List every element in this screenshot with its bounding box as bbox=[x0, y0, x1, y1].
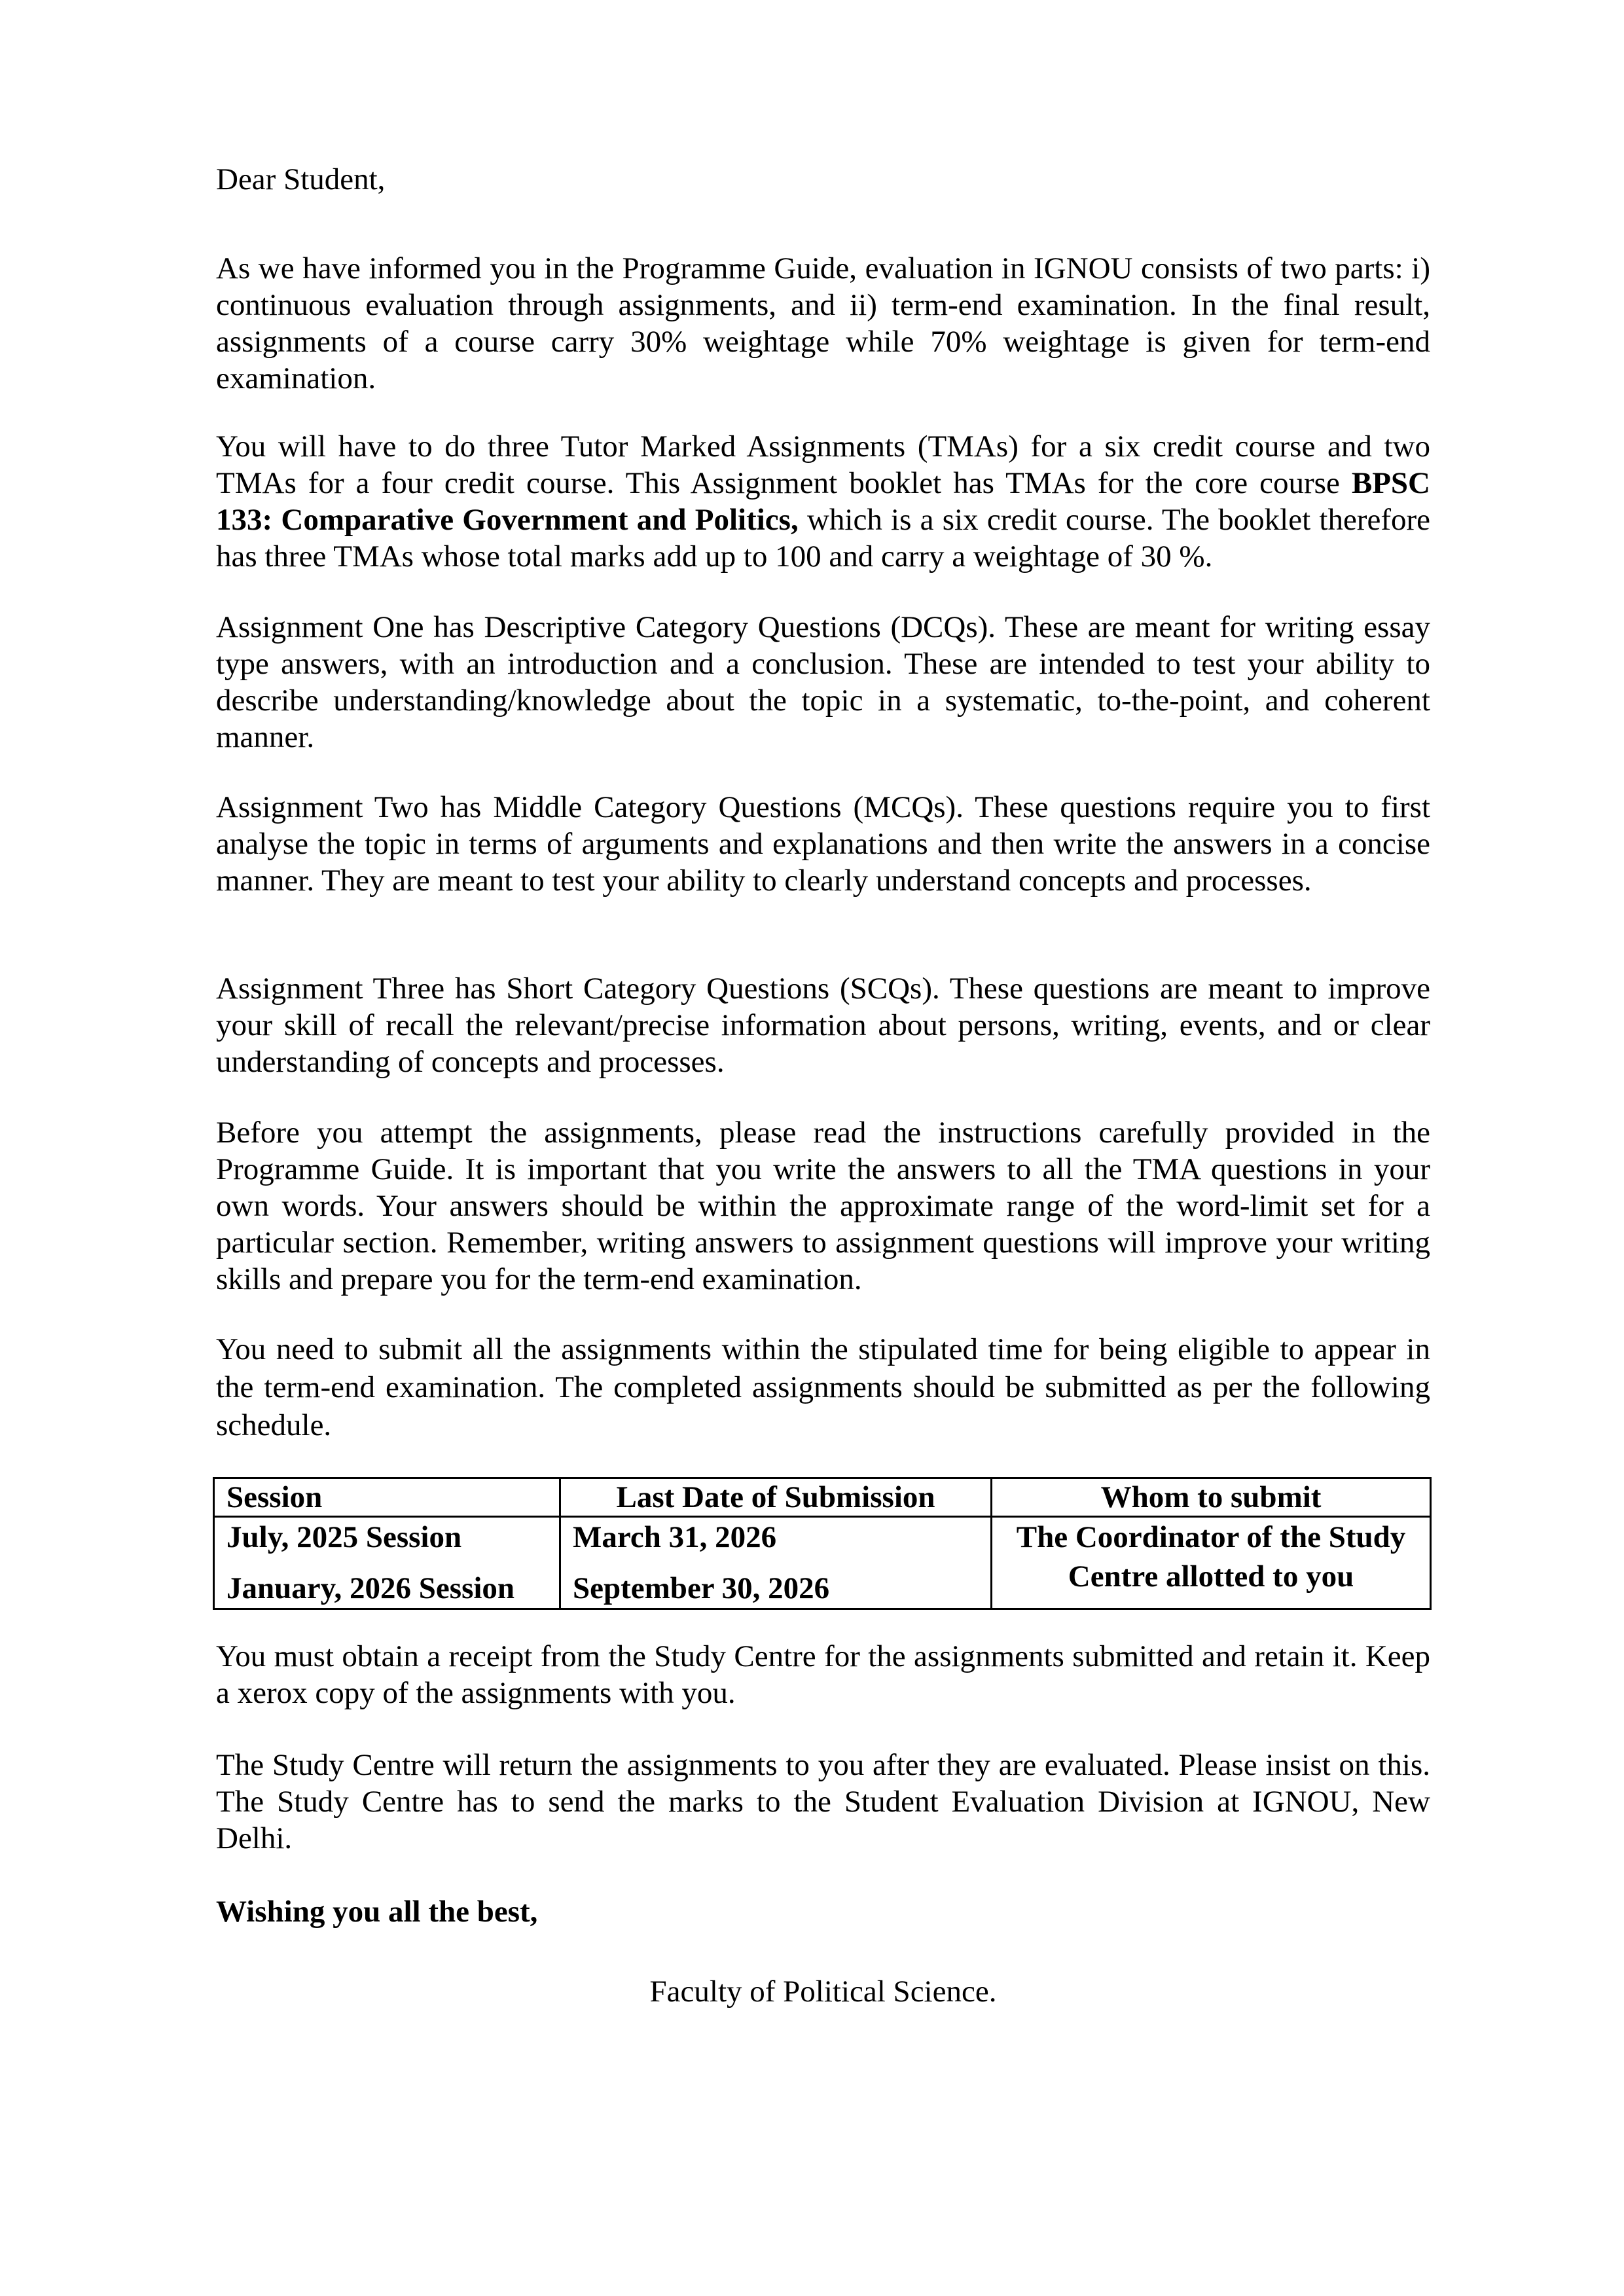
paragraph-tmas bbox=[216, 428, 1430, 575]
submission-schedule-table bbox=[213, 1477, 1432, 1610]
date-september-2026: September 30, 2026 bbox=[573, 1571, 830, 1605]
paragraph-study-centre: The Study Centre will return the assignments to you after they are evaluated. Please insist on this. The Study Centre has to send the marks to the Student Evaluation Division at IGNOU, New Delhi. bbox=[216, 1748, 1430, 1855]
session-cell bbox=[214, 1517, 560, 1609]
paragraph-submission: You need to submit all the assignments within the stipulated time for being eligible to appear in the term-end examination. The completed assignments should be submitted as per the following schedule. bbox=[216, 1332, 1430, 1442]
header-session: Session bbox=[214, 1478, 560, 1517]
closing-line: Wishing you all the best, bbox=[216, 1895, 538, 1929]
paragraph-assignment-one: Assignment One has Descriptive Category Questions (DCQs). These are meant for writing essay type answers, with an introduction and a conclusion. These are intended to test your ability to describe understanding/knowledge about the topic in a systematic, to-the-point, and coherent manner. bbox=[216, 610, 1430, 754]
paragraph-receipt: You must obtain a receipt from the Study Centre for the assignments submitted and retain it. Keep a xerox copy of the assignments with you. bbox=[216, 1639, 1430, 1710]
table-row bbox=[214, 1517, 1431, 1609]
paragraph-instructions: Before you attempt the assignments, please read the instructions carefully provided in the Programme Guide. It is important that you write the answers to all the TMA questions in your own words. Your answers should be within the approximate range of the word-limit set for a particular section. Remember, writing answers to assignment questions will improve your writing skills and prepare you for the term-end examination. bbox=[216, 1116, 1430, 1296]
signature: Faculty of Political Science. bbox=[649, 1975, 997, 2009]
table-header-row bbox=[214, 1478, 1431, 1517]
paragraph-tmas-text-1: You will have to do three Tutor Marked Assignments (TMAs) for a six credit course and two TMAs for a four credit course. This Assignment booklet has TMAs for the core course bbox=[216, 429, 1430, 500]
session-july-2025: July, 2025 Session bbox=[226, 1520, 462, 1554]
paragraph-tmas-text-2: which is a six credit course. The booklet therefore has three TMAs whose total marks add up to 100 and carry a weightage of 30 %. bbox=[216, 503, 1430, 574]
salutation: Dear Student, bbox=[216, 162, 386, 196]
date-march-2026: March 31, 2026 bbox=[573, 1520, 777, 1554]
paragraph-assignment-two: Assignment Two has Middle Category Questions (MCQs). These questions require you to first analyse the topic in terms of arguments and explanations and then write the answers in a concise manner. They are meant to test your ability to clearly understand concepts and processes. bbox=[216, 790, 1430, 898]
header-whom: Whom to submit bbox=[992, 1478, 1431, 1517]
date-cell bbox=[560, 1517, 992, 1609]
header-last-date: Last Date of Submission bbox=[560, 1478, 992, 1517]
course-name: BPSC 133: Comparative Government and Politics, bbox=[216, 466, 1430, 537]
paragraph-assignment-three: Assignment Three has Short Category Questions (SCQs). These questions are meant to improve your skill of recall the relevant/precise information about persons, writing, events, and or clear understanding of concepts and processes. bbox=[216, 972, 1430, 1079]
session-january-2026: January, 2026 Session bbox=[226, 1571, 515, 1605]
paragraph-evaluation: As we have informed you in the Programme Guide, evaluation in IGNOU consists of two parts: i) continuous evaluation through assignments, and ii) term-end examination. In the final result, assignments of a course carry 30% weightage while 70% weightage is given for term-end examination. bbox=[216, 251, 1430, 395]
whom-to-submit-cell: The Coordinator of the Study Centre allotted to you bbox=[992, 1517, 1431, 1609]
